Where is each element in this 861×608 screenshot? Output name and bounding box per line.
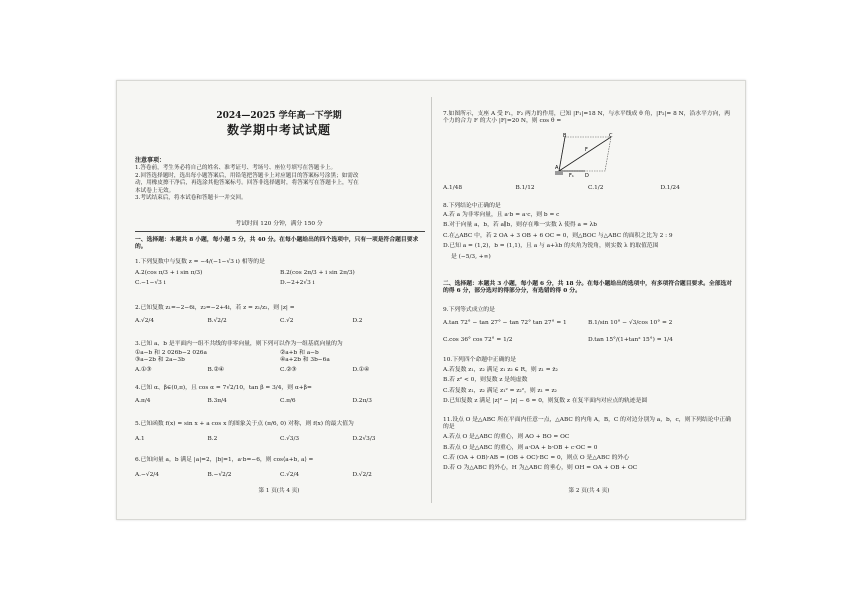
question-options — [135, 367, 425, 374]
label-d: D — [585, 173, 589, 177]
label-f: F — [585, 147, 588, 153]
option-d: D.2 — [352, 318, 363, 325]
option-b: B.1/12 — [515, 185, 535, 191]
question-stem: 10.下列四个命题中正确的是 — [443, 357, 516, 363]
question-2 — [135, 305, 425, 325]
left-page — [131, 81, 427, 519]
question-6 — [135, 457, 425, 479]
item: B.若 z² < 0，则复数 z 是纯虚数 — [443, 377, 528, 384]
label-b: B — [563, 133, 567, 139]
question-stem: 7.如图所示，支座 A 受 F₁，F₂ 两力的作用，已知 |F₁|=18 N，与水平线成 θ 角，|F₂|= 8 N，沿水平方向，两个力的合力 F 的大小 |F|=20 N，则 cos θ = — [443, 111, 731, 125]
item: D.已知 a = (1,2)，b = (1,1)，且 a 与 a+λb 的夹角为锐角，则实数 λ 的取值范围 — [443, 242, 659, 249]
option-a: A.−√2/4 — [135, 472, 159, 479]
question-stem: 9.下列等式成立的是 — [443, 307, 495, 313]
exam-title: 数学期中考试试题 — [226, 123, 331, 137]
label-a: A — [555, 165, 559, 171]
question-options — [443, 320, 733, 344]
question-options — [443, 185, 733, 192]
item: ③a−2b 和 2a−3b — [135, 357, 185, 364]
label-c: C — [609, 133, 613, 139]
notice-line: 本试卷上无效。 — [135, 187, 175, 194]
question-7 — [443, 111, 733, 125]
page-footer: 第 2 页(共 4 页) — [568, 488, 610, 495]
question-10 — [443, 357, 733, 405]
option-d: D.−2+2√3 i — [280, 280, 315, 287]
question-items — [135, 350, 425, 364]
option-c: C.cos 36° cos 72° = 1/2 — [443, 337, 513, 344]
question-7-options — [443, 185, 733, 192]
option-c: C.√2/4 — [280, 472, 300, 479]
option-d: D.tan 15°/(1+tan² 15°) = 1/4 — [588, 337, 673, 344]
question-options — [135, 318, 425, 325]
page-divider — [431, 97, 432, 503]
option-a: A.①③ — [135, 366, 152, 373]
question-1 — [135, 259, 425, 288]
item: C.若 (OA + OB)·AB = (OB + OC)·BC = 0，则点 O 是△ABC 的外心 — [443, 454, 630, 461]
item: D.若 O 为△ABC 的外心，H 为△ABC 的垂心，则 OH = OA + OB + OC — [443, 465, 638, 472]
question-5 — [135, 421, 425, 443]
item: 是 (−5/3, +∞) — [451, 254, 491, 261]
item: B.若点 O 是△ABC 的重心，则 a·OA + b·OB + c·OC = 0 — [443, 444, 598, 451]
option-a: A.1/48 — [443, 185, 463, 191]
question-stem: 11.设点 O 是△ABC 所在平面内任意一点，△ABC 的内角 A，B，C 的对边分别为 a，b，c，则下列结论中正确的是 — [443, 417, 731, 431]
option-b: B.−√2/2 — [207, 472, 232, 479]
exam-time-line: 考试时间 120 分钟，满分 150 分 — [235, 221, 323, 227]
question-stem: 2.已知复数 z₁=−2−6i，z₂=−2+4i，若 z = z₁/z₂，则 |z| = — [135, 305, 295, 311]
question-stem: 8.下列结论中正确的是 — [443, 203, 501, 209]
section-1-heading: 一、选择题：本题共 8 小题，每小题 5 分，共 40 分。在每小题给出的四个选项中，只有一项是符合题目要求的。 — [135, 237, 419, 251]
option-c: C.√3/3 — [280, 436, 300, 443]
resultant-force-line — [559, 137, 611, 171]
option-c: C.②③ — [280, 366, 297, 373]
option-a: A.√2/4 — [135, 318, 155, 325]
option-d: D.2π/3 — [352, 398, 372, 405]
section-2-heading: 二、选择题：本题共 3 小题，每小题 6 分，共 18 分。在每小题给出的选项中，有多项符合题目要求。全部选对的得 6 分，部分选对的得部分分，有选错的得 0 分。 — [443, 281, 733, 295]
question-stem: 5.已知函数 f(x) = sin x + a cos x 的图象关于点 (π/6, 0) 对称，则 f(x) 的最大值为 — [135, 421, 354, 427]
notice-line: 1.答卷前，考生务必将自己的姓名、准考证号、考场号、座位号填写在答题卡上。 — [135, 165, 337, 172]
question-options — [135, 270, 425, 287]
force-f1-line — [559, 137, 565, 171]
question-stem: 3.已知 a、b 是平面内一组不共线的非零向量，则下列可以作为一组基底向量的为 — [135, 341, 343, 347]
option-c: C.1/2 — [588, 185, 604, 191]
item: ①a−b 和 2 026b−2 026a — [135, 350, 207, 357]
option-d: D.√2/2 — [352, 472, 372, 479]
question-11 — [443, 417, 733, 472]
question-options — [135, 436, 425, 443]
option-b: B.3π/4 — [207, 398, 227, 405]
notice-block — [135, 157, 425, 203]
question-options — [135, 398, 425, 405]
option-a: A.π/4 — [135, 398, 151, 405]
option-b: B.②④ — [207, 366, 224, 373]
question-8 — [443, 203, 733, 261]
right-page — [439, 81, 739, 519]
option-b: B.√2/2 — [207, 318, 227, 325]
exam-year-title: 2024—2025 学年高一下学期 — [216, 111, 342, 121]
option-c: C.√2 — [280, 318, 294, 325]
notice-line: 2.回答选择题时，选出每小题答案后，用铅笔把答题卡上对应题目的答案标号涂黑；如需改 — [135, 172, 359, 179]
item: ④a+2b 和 3b−6a — [280, 357, 330, 364]
notice-line: 动，用橡皮擦干净后，再选涂其他答案标号。回答非选择题时，将答案写在答题卡上，写在 — [135, 180, 359, 187]
question-options — [135, 472, 425, 479]
option-d: D.①④ — [352, 366, 370, 373]
item: A.若点 O 是△ABC 的重心，则 AO + BO = OC — [443, 434, 570, 441]
item: C.在△ABC 中，若 2 OA + 3 OB + 6 OC = 0，则△BOC 与△ABC 的面积之比为 2 : 9 — [443, 232, 673, 239]
item: B.对于向量 a，b，若 a∥b，则存在唯一实数 λ 使得 a = λb — [443, 222, 597, 229]
item: D.已知复数 z 满足 |z|² − |z| − 6 = 0，则复数 z 在复平面内对应点的轨迹是圆 — [443, 397, 648, 404]
item: C.若复数 z₁，z₂ 满足 z₁² = z₂²，则 z₁ = z₂ — [443, 387, 557, 394]
question-3 — [135, 341, 425, 374]
question-stem: 6.已知向量 a，b 满足 |a|=2，|b|=1，a·b=−6，则 cos⟨a+b, a⟩ = — [135, 457, 314, 463]
question-stem: 4.已知 α、β∈(0,π)，且 cos α = 7√2/10，tan β = 3/4，则 α+β= — [135, 385, 312, 391]
notice-heading: 注意事项： — [135, 157, 166, 164]
item: A.若 a 为非零向量，且 a·b = a·c，则 b = c — [443, 212, 560, 219]
divider-line — [135, 231, 425, 232]
option-d: D.2√3/3 — [352, 436, 376, 443]
item: ②a+b 和 a−b — [280, 350, 319, 357]
option-a: A.2(cos π/3 + i sin π/3) — [135, 270, 203, 277]
support-base — [555, 171, 563, 175]
option-a: A.tan 72° − tan 27° − tan 72° tan 27° = 1 — [443, 320, 567, 327]
option-a: A.1 — [135, 436, 145, 443]
question-9 — [443, 307, 733, 345]
question-stem: 1.下列复数中与复数 z = −4/(−1−√3 i) 相等的是 — [135, 259, 265, 265]
option-d: D.1/24 — [660, 185, 680, 191]
question-4 — [135, 385, 425, 405]
exam-sheet — [116, 80, 746, 520]
force-diagram — [555, 133, 615, 177]
option-c: C.−1−√3 i — [135, 280, 166, 287]
option-c: C.π/6 — [280, 398, 296, 405]
item: A.若复数 z₁，z₂ 满足 z₁ z₂ ∈ R，则 z₁ = z̄₂ — [443, 367, 558, 374]
notice-line: 3.考试结束后，将本试卷和答题卡一并交回。 — [135, 195, 247, 202]
option-b: B.2(cos 2π/3 + i sin 2π/3) — [280, 270, 355, 277]
label-f1: F₁ — [569, 173, 574, 177]
option-b: B.2 — [207, 436, 218, 443]
page-footer: 第 1 页(共 4 页) — [258, 488, 300, 495]
option-b: B.1/sin 10° − √3/cos 10° = 2 — [588, 320, 673, 327]
